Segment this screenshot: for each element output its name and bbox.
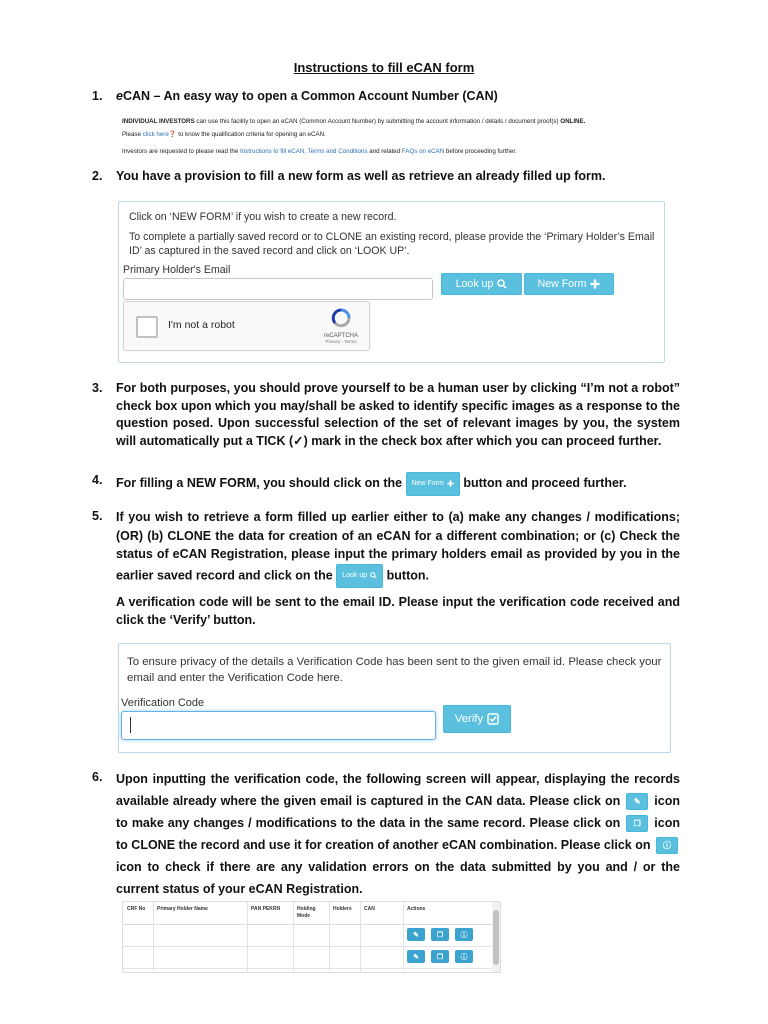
step-6 (92, 769, 680, 896)
step-text: You have a provision to fill a new form as well as retrieve an already filled up form. (116, 169, 606, 183)
step-text: Upon inputting the verification code, the following screen will appear, displaying the records available already where the given email is captured in the CAN data. Please click on ✎ icon to make any changes / modifications to the data in the same record. Please click on ❐ icon to CLONE the record and use it for creation of another eCAN combination. Please click on ⓘ icon to check if there are any validation errors on the data submitted by you and / or the current status of your eCAN Registration. (116, 772, 680, 896)
table-row (123, 924, 500, 947)
col-header-holding-mode: Holding Mode (297, 906, 316, 919)
verification-panel (118, 643, 671, 753)
col-header-pan: PAN PEKRN (251, 906, 281, 912)
step-number: 5. (92, 509, 103, 523)
verification-code-label: Verification Code (121, 697, 205, 709)
step-text: If you wish to retrieve a form filled up earlier either to (a) make any changes / modifications; (OR) (b) CLONE the data for creation of an eCAN for a different combination; or (c) Check the status of eCAN Registration, please input the primary holders email as provided by you in the earlier saved record and click on the Look up button. (116, 508, 680, 588)
inline-new-form-button: New Form (406, 472, 460, 496)
verification-instruction: To ensure privacy of the details a Verification Code has been sent to the given email id. Please check your email and enter the Verification Code here. (127, 656, 662, 684)
recaptcha-widget (123, 301, 370, 351)
ecan-intro-line-1: INDIVIDUAL INVESTORS can use this facility to open an eCAN (Common Account Number) by submitting the account information / details / document proof(s) ONLINE. (122, 118, 586, 125)
step-text: A verification code will be sent to the email ID. Please input the verification code received and click the ‘Verify’ button. (116, 595, 680, 627)
search-icon (497, 279, 507, 289)
step-number: 4. (92, 473, 103, 487)
click-here-link[interactable]: click here (142, 131, 169, 138)
faqs-link[interactable]: FAQs on eCAN (401, 148, 445, 155)
record-lookup-panel (118, 201, 665, 363)
recaptcha-icon (330, 308, 352, 328)
new-form-button[interactable] (524, 273, 614, 295)
help-icon: ❓ (168, 131, 177, 138)
recaptcha-logo (323, 308, 359, 344)
plus-icon (590, 279, 600, 289)
check-icon (487, 713, 499, 725)
step-number: 1. (92, 89, 103, 103)
table-row (123, 946, 500, 969)
step-text: For both purposes, you should prove yourself to be a human user by clicking “I’m not a robot” check box upon which you may/shall be asked to identify specific images as a response to the question posed. Upon successful selection of the set of relevant images by you, the system will automatically put a TICK (✓) mark in the check box after which you can proceed further. (116, 381, 680, 448)
text-cursor (130, 717, 131, 733)
new-form-label: New Form (537, 278, 587, 290)
recaptcha-brand: reCAPTCHA (323, 333, 358, 339)
inline-look-up-button: Look up (336, 564, 383, 589)
document-title: Instructions to fill eCAN form (293, 60, 475, 75)
email-label: Primary Holder's Email (123, 264, 231, 276)
col-header-actions: Actions (407, 906, 426, 912)
table-scrollbar[interactable] (492, 902, 500, 972)
verify-button[interactable] (443, 705, 511, 733)
step-text: For filling a NEW FORM, you should click on the New Form button and proceed further. (116, 472, 680, 496)
step-number: 2. (92, 169, 103, 183)
step-number: 6. (92, 770, 103, 784)
edit-icon[interactable]: ✎ (407, 950, 425, 963)
instructions-link[interactable]: Instructions to fill eCAN, Terms and Conditions (239, 148, 368, 155)
col-header-crf-no: CRF No (127, 906, 146, 912)
panel-instruction-2: To complete a partially saved record or to CLONE an existing record, please provide the ‘Primary Holder’s Email ID’ as captured in the saved record and click on ‘LOOK UP’. (129, 231, 655, 257)
step-text: eCAN – An easy way to open a Common Account Number (CAN) (116, 89, 498, 103)
info-icon[interactable]: ⓘ (455, 950, 473, 963)
recaptcha-label: I'm not a robot (168, 319, 235, 331)
step-number: 3. (92, 381, 103, 395)
col-header-primary-holder: Primary Holder Name (157, 906, 208, 912)
scrollbar-thumb[interactable] (493, 910, 499, 965)
step-5 (92, 508, 680, 588)
edit-icon: ✎ (626, 793, 648, 810)
col-header-holders: Holders (333, 906, 352, 912)
recaptcha-checkbox[interactable] (136, 316, 158, 338)
table-header (123, 902, 500, 925)
panel-instruction-1: Click on ‘NEW FORM’ if you wish to create a new record. (129, 211, 397, 223)
email-input[interactable] (123, 278, 433, 300)
look-up-button[interactable] (441, 273, 522, 295)
ecan-intro-line-3: Investors are requested to please read the Instructions to fill eCAN, Terms and Conditions and related FAQs on eCAN before proceeding further. (122, 148, 517, 155)
edit-icon[interactable]: ✎ (407, 928, 425, 941)
clone-icon[interactable]: ❐ (431, 928, 449, 941)
look-up-label: Look up (455, 278, 494, 290)
clone-icon: ❐ (626, 815, 648, 832)
info-icon: ⓘ (656, 837, 678, 854)
plus-icon (447, 480, 454, 487)
search-icon (370, 572, 377, 579)
ecan-intro-line-2: Please click here❓ to know the qualification criteria for opening an eCAN. (122, 131, 326, 138)
records-table (122, 901, 501, 973)
verification-code-input[interactable] (121, 711, 436, 740)
info-icon[interactable]: ⓘ (455, 928, 473, 941)
clone-icon[interactable]: ❐ (431, 950, 449, 963)
verify-label: Verify (454, 713, 484, 725)
recaptcha-footer: Privacy - Terms (325, 339, 357, 344)
step-3 (92, 380, 680, 452)
col-header-can: CAN (364, 906, 375, 912)
